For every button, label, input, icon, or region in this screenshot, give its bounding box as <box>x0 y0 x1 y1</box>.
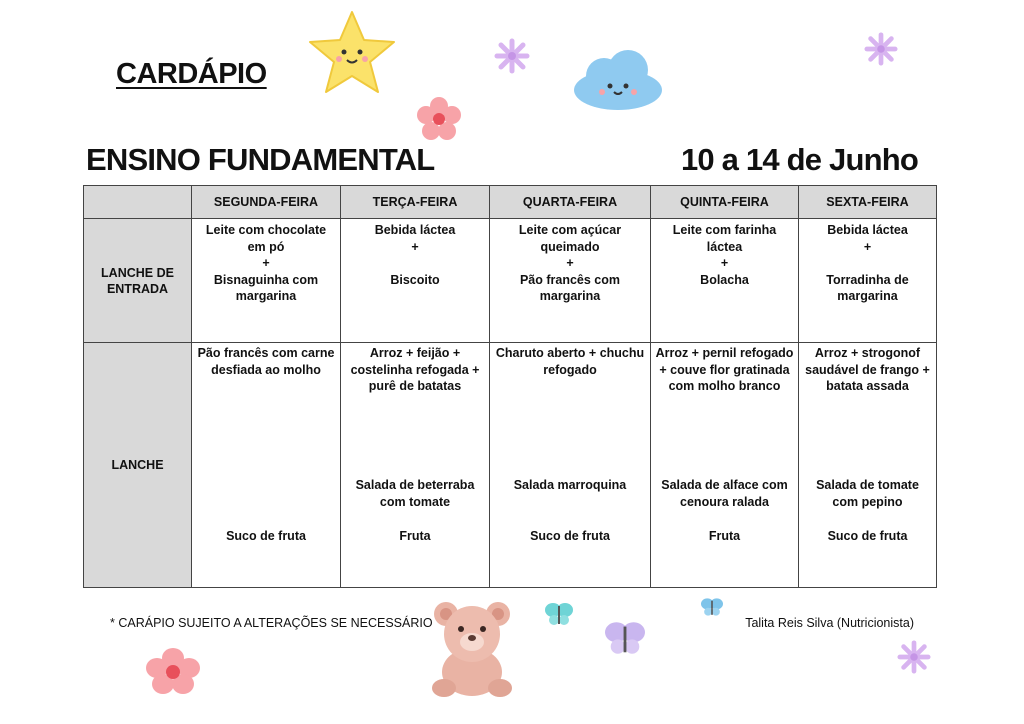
main-dish: Arroz + feijão + costelinha refogada + purê de batatas <box>350 346 480 394</box>
disclaimer-note: * CARÁPIO SUJEITO A ALTERAÇÕES SE NECESSÁRIO <box>110 616 433 630</box>
menu-table <box>83 185 937 588</box>
menu-cell <box>490 219 651 343</box>
drink: Fruta <box>399 529 431 544</box>
menu-cell <box>192 343 341 588</box>
salad: Salada de beterraba com tomate <box>355 478 475 509</box>
star-icon <box>306 8 398 96</box>
menu-item: Leite com açúcar queimado <box>518 223 622 254</box>
menu-cell <box>651 343 799 588</box>
menu-cell <box>341 343 490 588</box>
main-dish: Charuto aberto + chuchu refogado <box>495 346 645 377</box>
plus-sign: + <box>411 239 419 254</box>
date-range: 10 a 14 de Junho <box>680 142 918 177</box>
plus-sign: + <box>863 239 872 254</box>
main-dish: Arroz + pernil refogado + couve flor gratinada com molho branco <box>655 346 794 394</box>
page-subtitle: ENSINO FUNDAMENTAL <box>86 142 435 177</box>
menu-cell <box>490 343 651 588</box>
plus-sign: + <box>566 256 574 271</box>
cloud-icon <box>570 44 666 114</box>
author-credit: Talita Reis Silva (Nutricionista) <box>745 616 914 630</box>
plus-sign: + <box>720 256 729 271</box>
menu-cell <box>799 343 937 588</box>
butterfly-icon <box>700 596 724 618</box>
flower-icon <box>144 646 202 696</box>
menu-cell <box>799 219 937 343</box>
salad: Salada de tomate com pepino <box>816 478 919 509</box>
menu-cell <box>192 219 341 343</box>
menu-item: Bebida láctea <box>827 223 908 238</box>
row-label: LANCHE <box>84 343 192 588</box>
teddy-bear-icon <box>426 596 518 700</box>
row-label: LANCHE DE ENTRADA <box>84 219 192 343</box>
table-row <box>84 219 937 343</box>
flower-icon <box>494 38 530 74</box>
day-header: QUARTA-FEIRA <box>490 186 651 219</box>
flower-icon <box>864 32 898 66</box>
salad: Salada de alface com cenoura ralada <box>661 478 788 509</box>
day-header: TERÇA-FEIRA <box>341 186 490 219</box>
drink: Suco de fruta <box>226 529 306 544</box>
corner-cell <box>84 186 192 219</box>
day-header: SEGUNDA-FEIRA <box>192 186 341 219</box>
menu-item: Torradinha de margarina <box>826 272 909 304</box>
page-title: CARDÁPIO <box>116 58 267 90</box>
menu-cell <box>651 219 799 343</box>
main-dish: Pão francês com carne desfiada ao molho <box>197 346 335 377</box>
menu-item: Bolacha <box>700 272 749 287</box>
salad: Salada marroquina <box>513 478 627 493</box>
table-header-row <box>84 186 937 219</box>
drink: Suco de fruta <box>530 529 610 544</box>
plus-sign: + <box>262 256 270 271</box>
butterfly-icon <box>602 618 648 658</box>
day-header: QUINTA-FEIRA <box>651 186 799 219</box>
butterfly-icon <box>544 600 574 628</box>
menu-item: Bisnaguinha com margarina <box>213 272 319 304</box>
menu-cell <box>341 219 490 343</box>
drink: Fruta <box>708 529 741 544</box>
main-dish: Arroz + strogonof saudável de frango + batata assada <box>805 346 930 394</box>
flower-icon <box>897 640 931 674</box>
menu-item: Biscoito <box>390 272 440 287</box>
flower-icon <box>416 96 462 142</box>
menu-item: Bebida láctea <box>374 223 456 238</box>
menu-item: Pão francês com margarina <box>519 272 621 304</box>
menu-item: Leite com chocolate em pó <box>205 223 327 254</box>
day-header: SEXTA-FEIRA <box>799 186 937 219</box>
table-row <box>84 343 937 588</box>
drink: Suco de fruta <box>827 529 908 544</box>
menu-item: Leite com farinha láctea <box>672 223 777 254</box>
